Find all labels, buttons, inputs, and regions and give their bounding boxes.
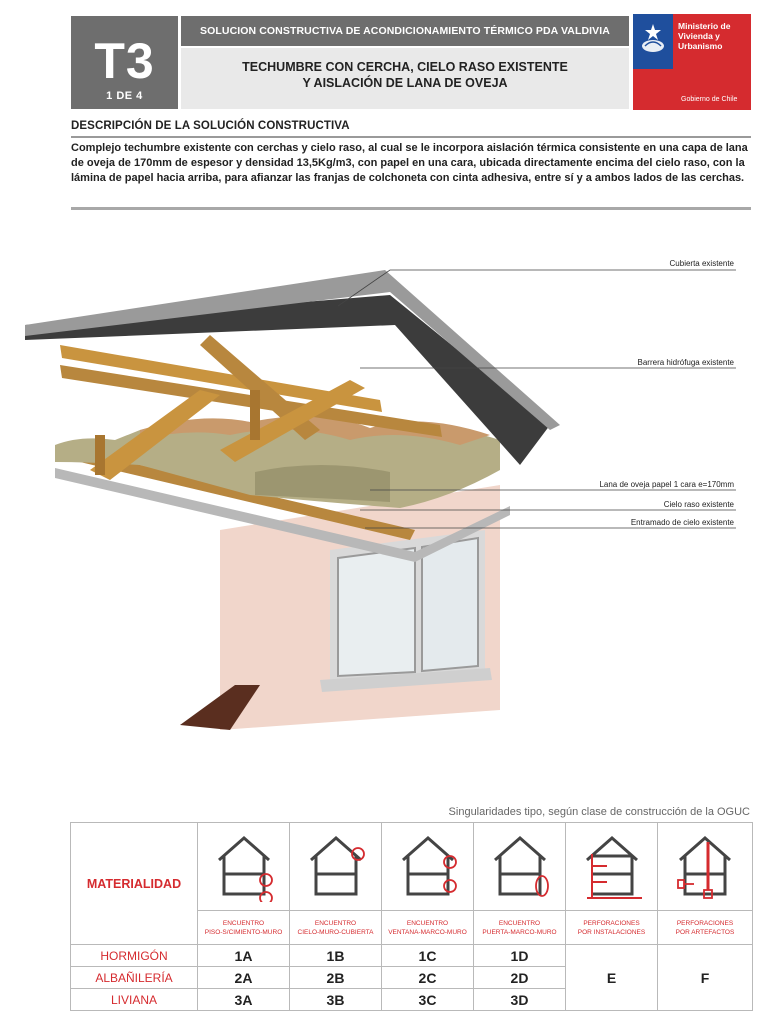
- ministry-name-block: [673, 14, 751, 110]
- code-cell: 3B: [290, 989, 382, 1011]
- government-label: Gobierno de Chile: [681, 96, 738, 103]
- description-heading: DESCRIPCIÓN DE LA SOLUCIÓN CONSTRUCTIVA: [71, 120, 350, 132]
- coat-of-arms-icon: [639, 22, 667, 54]
- callout-wool: Lana de oveja papel 1 cara e=170mm: [599, 480, 734, 489]
- material-row-label: LIVIANA: [71, 989, 198, 1011]
- encounter-caption: PERFORACIONES POR INSTALACIONES: [566, 911, 658, 945]
- callout-ceiling-board: Cielo raso existente: [663, 500, 734, 509]
- house-installations-icon: [566, 823, 658, 911]
- house-window-icon: [382, 823, 474, 911]
- ministry-name: Ministerio de Vivienda y Urbanismo: [678, 21, 731, 51]
- encounter-caption: PERFORACIONES POR ARTEFACTOS: [658, 911, 753, 945]
- series-title: SOLUCION CONSTRUCTIVA DE ACONDICIONAMIENTO TÉRMICO PDA VALDIVIA: [181, 16, 629, 46]
- document-title: [181, 48, 629, 109]
- code-cell: 1D: [474, 945, 566, 967]
- house-ceiling-roof-icon: [290, 823, 382, 911]
- divider: [71, 136, 751, 138]
- truss-post: [95, 435, 105, 475]
- code-cell: 2D: [474, 967, 566, 989]
- code-cell: 3A: [198, 989, 290, 1011]
- code-cell: 1B: [290, 945, 382, 967]
- house-door-icon: [474, 823, 566, 911]
- code-cell: 1A: [198, 945, 290, 967]
- code-cell: 2A: [198, 967, 290, 989]
- house-wall-floor-icon: [198, 823, 290, 911]
- truss-post: [250, 390, 260, 440]
- material-row-label: ALBAÑILERÍA: [71, 967, 198, 989]
- code-cell-merged: E: [566, 945, 658, 1011]
- description-text: Complejo techumbre existente con cerchas y cielo raso, al cual se le incorpora aislación térmica consistente en una capa de lana de oveja de 170mm de espesor y densidad 13,5Kg/m3, con papel en una cara, ubicada directamente encima del cielo raso, con la lámina de papel hacia arriba, para afianzar las franjas de colchoneta con cinta adhesiva, entre sí y a ambos lados de las cerchas.: [71, 142, 748, 184]
- encounter-caption: ENCUENTRO PISO-S/CIMIENTO-MURO: [198, 911, 290, 945]
- table-caption: Singularidades tipo, según clase de construcción de la OGUC: [448, 806, 750, 818]
- code-cell: 3C: [382, 989, 474, 1011]
- materialidad-header: MATERIALIDAD: [71, 823, 198, 945]
- solution-code-box: [71, 16, 178, 109]
- ministry-logo: [633, 14, 751, 110]
- title-line-2: Y AISLACIÓN DE LANA DE OVEJA: [302, 76, 508, 90]
- material-row-label: HORMIGÓN: [71, 945, 198, 967]
- code-cell: 2B: [290, 967, 382, 989]
- encounter-caption: ENCUENTRO VENTANA-MARCO-MURO: [382, 911, 474, 945]
- callout-roof-cover: Cubierta existente: [669, 259, 734, 268]
- flag-block: [633, 14, 673, 110]
- house-appliances-icon: [658, 823, 753, 911]
- solution-code: T3: [94, 33, 155, 89]
- callout-moisture-barrier: Barrera hidrófuga existente: [637, 358, 734, 367]
- window-pane-right: [422, 538, 478, 671]
- singularities-table: [70, 822, 753, 1011]
- window-pane-left: [338, 548, 415, 676]
- code-cell-merged: F: [658, 945, 753, 1011]
- title-line-1: TECHUMBRE CON CERCHA, CIELO RASO EXISTENTE: [242, 60, 568, 74]
- callout-ceiling-framing: Entramado de cielo existente: [630, 518, 734, 527]
- encounter-caption: ENCUENTRO PUERTA-MARCO-MURO: [474, 911, 566, 945]
- code-cell: 3D: [474, 989, 566, 1011]
- divider: [71, 207, 751, 210]
- page-indicator: 1 DE 4: [106, 90, 143, 102]
- roof-section-illustration: [20, 240, 750, 730]
- encounter-caption: ENCUENTRO CIELO-MURO-CUBIERTA: [290, 911, 382, 945]
- code-cell: 1C: [382, 945, 474, 967]
- code-cell: 2C: [382, 967, 474, 989]
